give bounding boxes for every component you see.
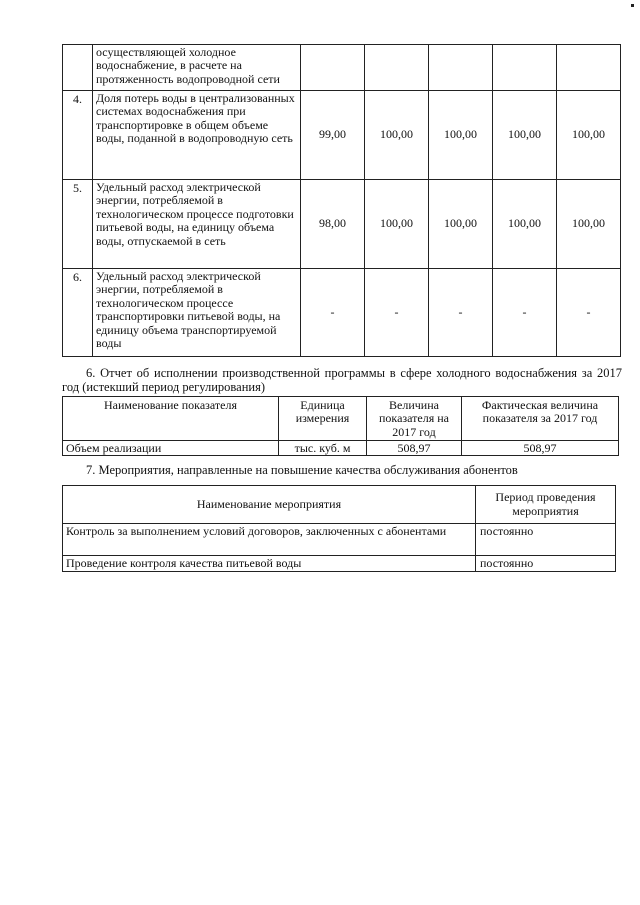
row-number: 6. [63, 269, 93, 357]
measure-name: Проведение контроля качества питьевой воды [63, 556, 476, 572]
value-cell [493, 45, 557, 91]
indicator-name: Удельный расход электрической энергии, потребляемой в технологическом процессе транспортировки питьевой воды, на единицу объема транспортируемой воды [93, 269, 301, 357]
value-cell: 99,00 [301, 91, 365, 180]
column-header: Наименование мероприятия [63, 486, 476, 524]
table-row [63, 91, 621, 180]
measures-table [62, 485, 616, 572]
column-header: Единица измерения [279, 397, 367, 441]
production-report-table [62, 396, 619, 456]
value-cell: 100,00 [557, 91, 621, 180]
value-cell: - [429, 269, 493, 357]
value-cell: 98,00 [301, 180, 365, 269]
table-row [63, 441, 619, 456]
value-cell: - [557, 269, 621, 357]
table-row [63, 269, 621, 357]
value-cell: - [301, 269, 365, 357]
section-7-heading: 7. Мероприятия, направленные на повышение качества обслуживания абонентов [86, 463, 518, 477]
value-cell: 100,00 [493, 180, 557, 269]
measure-period: постоянно [476, 524, 616, 556]
value-cell: 100,00 [365, 180, 429, 269]
table-row [63, 556, 616, 572]
scan-mark [631, 4, 634, 7]
value-cell: - [365, 269, 429, 357]
value-cell: 100,00 [429, 180, 493, 269]
row-number [63, 45, 93, 91]
planned-value: 508,97 [367, 441, 462, 456]
column-header: Величина показателя на 2017 год [367, 397, 462, 441]
value-cell [301, 45, 365, 91]
table-header-row [63, 397, 619, 441]
column-header: Наименование показателя [63, 397, 279, 441]
measure-period: постоянно [476, 556, 616, 572]
table-row [63, 180, 621, 269]
indicator-name: Доля потерь воды в централизованных системах водоснабжения при транспортировке в общем объеме воды, поданной в водопроводную сеть [93, 91, 301, 180]
indicator-name: Объем реализации [63, 441, 279, 456]
column-header: Фактическая величина показателя за 2017 год [462, 397, 619, 441]
value-cell: 100,00 [365, 91, 429, 180]
row-number: 4. [63, 91, 93, 180]
indicators-table [62, 44, 621, 357]
value-cell: - [493, 269, 557, 357]
value-cell: 100,00 [429, 91, 493, 180]
measure-name: Контроль за выполнением условий договоров, заключенных с абонентами [63, 524, 476, 556]
value-cell: 100,00 [493, 91, 557, 180]
indicator-name: осуществляющей холодное водоснабжение, в расчете на протяженность водопроводной сети [93, 45, 301, 91]
value-cell [429, 45, 493, 91]
table-header-row [63, 486, 616, 524]
value-cell [557, 45, 621, 91]
table-row [63, 45, 621, 91]
row-number: 5. [63, 180, 93, 269]
column-header: Период проведения мероприятия [476, 486, 616, 524]
value-cell [365, 45, 429, 91]
unit-cell: тыс. куб. м [279, 441, 367, 456]
indicator-name: Удельный расход электрической энергии, потребляемой в технологическом процессе подготовки питьевой воды, на единицу объема воды, отпускаемой в сеть [93, 180, 301, 269]
table-row [63, 524, 616, 556]
value-cell: 100,00 [557, 180, 621, 269]
section-6-heading: 6. Отчет об исполнении производственной программы в сфере холодного водоснабжения за 2017 год (истекший период регулирования) [62, 366, 622, 394]
actual-value: 508,97 [462, 441, 619, 456]
